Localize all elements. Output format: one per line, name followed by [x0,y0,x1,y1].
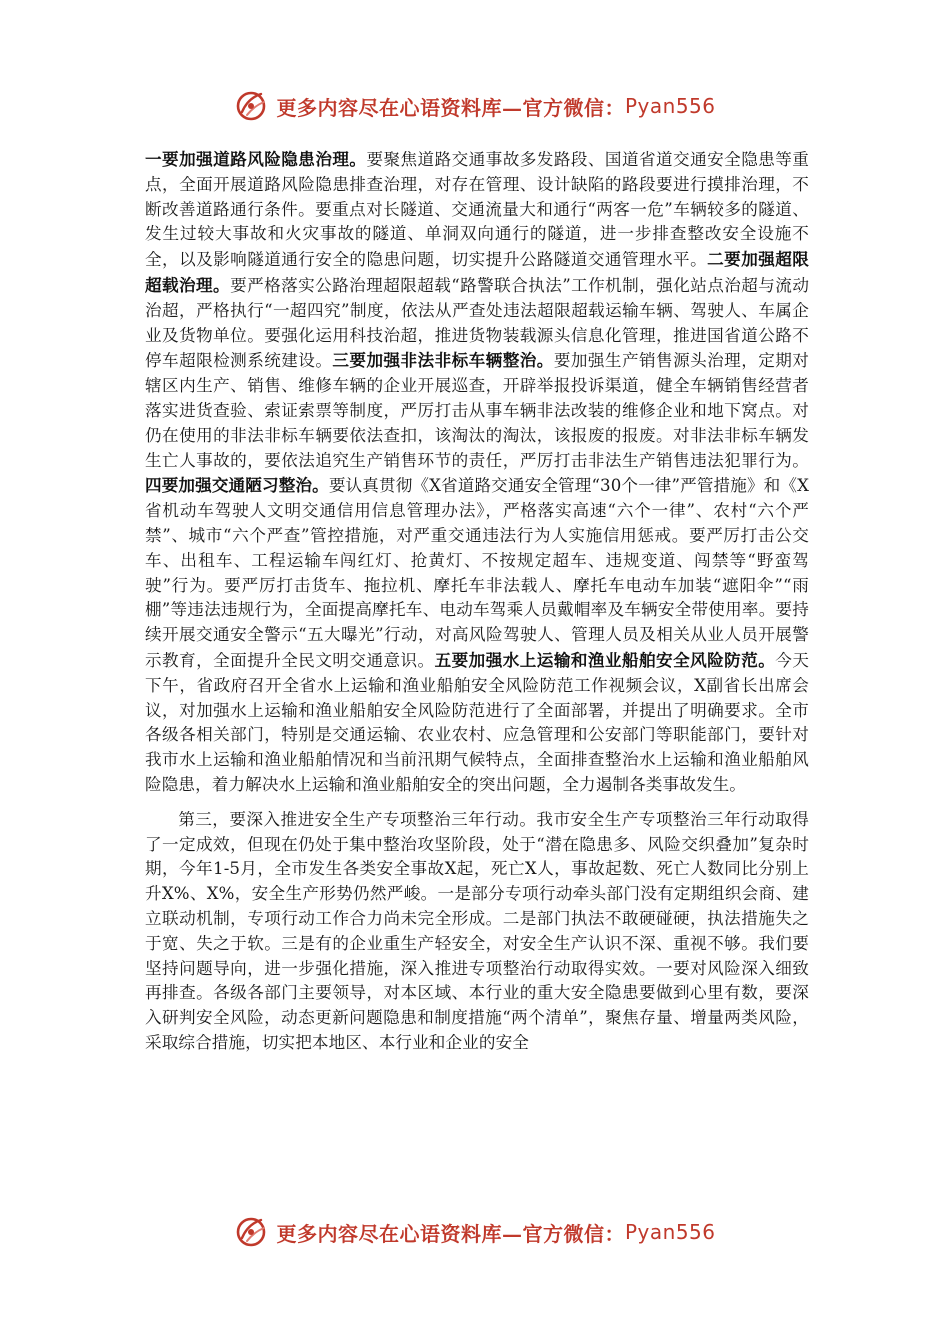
text-2: 要严格落实公路治理超限超载“路警联合执法”工作机制，强化站点治超与流动治超，严格执行“一超四究”制度，依法从严查处违法超限超载运输车辆、驾驶人、车属企业及货物单位。要强化运用科技治超，推进货物装载源头信息化管理，推进国省道公路不停车超限检测系统建设。 [145,275,810,371]
logo-icon [234,88,270,124]
wechat-id: Pyan556 [624,1220,716,1244]
wechat-id: Pyan556 [624,94,716,118]
paragraph-third-point: 第三，要深入推进安全生产专项整治三年行动。我市安全生产专项整治三年行动取得了一定成效，但现在仍处于集中整治攻坚阶段，处于“潜在隐患多、风险交织叠加”复杂时期，今年1-5月，全市发生各类安全事故X起，死亡X人，事故起数、死亡人数同比分别上升X%、X%，安全生产形势仍然严峻。一是部分专项行动牵头部门没有定期组织会商、建立联动机制，专项行动工作合力尚未完全形成。二是部门执法不敢硬碰硬，执法措施失之于宽、失之于软。三是有的企业重生产轻安全，对安全生产认识不深、重视不够。我们要坚持问题导向，进一步强化措施，深入推进专项整治行动取得实效。一要对风险深入细致再排查。各级各部门主要领导，对本区域、本行业的重大安全隐患要做到心里有数，要深入研判安全风险，动态更新问题隐患和制度措施“两个清单”，聚焦存量、增量两类风险，采取综合措施，切实把本地区、本行业和企业的安全 [145,809,809,1052]
heading-2: 二要加强超限超载治理。 [145,249,809,295]
text-3: 要加强生产销售源头治理，定期对辖区内生产、销售、维修车辆的企业开展巡查，开辟举报投诉渠道，健全车辆销售经营者落实进货查验、索证索票等制度，严厉打击从事车辆非法改装的维修企业和地下窝点。对仍在使用的非法非标车辆要依法查扣，该淘汰的淘汰，该报废的报废。对非法非标车辆发生亡人事故的，要依法追究生产销售环节的责任，严厉打击非法生产销售违法犯罪行为。 [145,351,809,470]
heading-5: 五要加强水上运输和渔业船舶安全风险防范。 [434,649,776,670]
banner-text: 更多内容尽在心语资料库—官方微信： [276,1221,625,1246]
paragraph-road-safety-measures [145,147,809,798]
footer-banner [0,1212,950,1252]
text-4: 要认真贯彻《X省道路交通安全管理“30个一律”严管措施》和《X省机动车驾驶人文明交通信用信息管理办法》，严格落实高速“六个一律”、农村“六个严禁”、城市“六个严查”管控措施，对严重交通违法行为人实施信用惩戒。要严厉打击公交车、出租车、工程运输车闯红灯、抢黄灯、不按规定超车、违规变道、闯禁等“野蛮驾驶”行为。要严厉打击货车、拖拉机、摩托车非法载人、摩托车电动车加装“遮阳伞”“雨棚”等违法违规行为，全面提高摩托车、电动车驾乘人员戴帽率及车辆安全带使用率。要持续开展交通安全警示“五大曝光”行动，对高风险驾驶人、管理人员及相关从业人员开展警示教育，全面提升全民文明交通意识。 [145,476,809,670]
text-5: 今天下午，省政府召开全省水上运输和渔业船舶安全风险防范工作视频会议，X副省长出席会议，对加强水上运输和渔业船舶安全风险防范进行了全面部署，并提出了明确要求。全市各级各相关部门，特别是交通运输、农业农村、应急管理和公安部门等职能部门，要针对我市水上运输和渔业船舶情况和当前汛期气候特点，全面排查整治水上运输和渔业船舶风险隐患，着力解决水上运输和渔业船舶安全的突出问题，全力遏制各类事故发生。 [145,650,810,794]
text-1: 要聚焦道路交通事故多发路段、国道省道交通安全隐患等重点，全面开展道路风险隐患排查治理，对存在管理、设计缺陷的路段要进行摸排治理，不断改善道路通行条件。要重点对长隧道、交通流量大和通行“两客一危”车辆较多的隧道、发生过较大事故和火灾事故的隧道、单洞双向通行的隧道，进一步排查整改安全设施不全，以及影响隧道通行安全的隐患问题，切实提升公路隧道交通管理水平。 [145,150,809,270]
document-body [145,147,809,1056]
banner-text: 更多内容尽在心语资料库—官方微信： [276,95,625,120]
heading-1: 一要加强道路风险隐患治理。 [145,149,367,169]
heading-4: 四要加强交通陋习整治。 [145,475,329,496]
heading-3: 三要加强非法非标车辆整治。 [332,350,554,371]
header-banner [0,86,950,126]
logo-icon [234,1214,270,1250]
